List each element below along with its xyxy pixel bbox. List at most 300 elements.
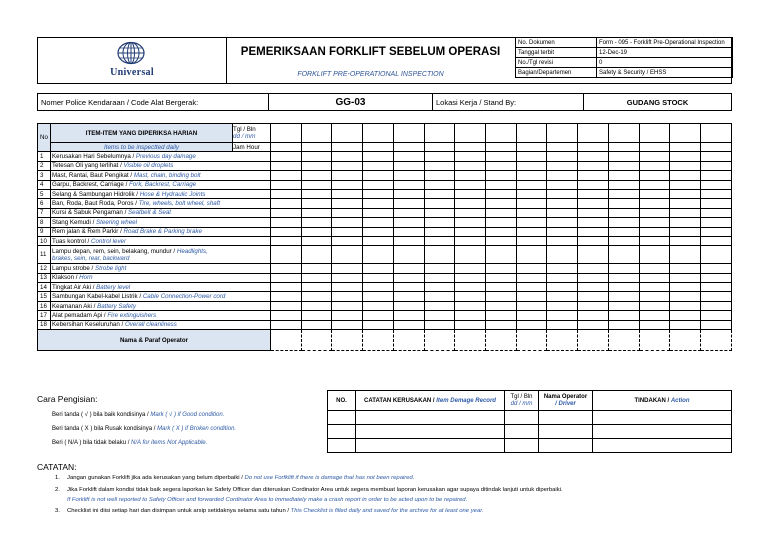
- check-cell[interactable]: [455, 236, 486, 245]
- check-cell[interactable]: [486, 273, 517, 282]
- check-cell[interactable]: [424, 208, 455, 217]
- check-cell[interactable]: [301, 283, 332, 292]
- check-cell[interactable]: [332, 199, 363, 208]
- day-column-header-cell[interactable]: [701, 143, 732, 152]
- check-cell[interactable]: [547, 180, 578, 189]
- check-cell[interactable]: [578, 264, 609, 273]
- damage-cell[interactable]: [328, 411, 356, 425]
- check-cell[interactable]: [701, 152, 732, 161]
- check-cell[interactable]: [455, 171, 486, 180]
- police-number-value[interactable]: GG-03: [269, 94, 433, 111]
- check-cell[interactable]: [393, 273, 424, 282]
- check-cell[interactable]: [271, 189, 302, 198]
- check-cell[interactable]: [578, 292, 609, 301]
- check-cell[interactable]: [608, 152, 639, 161]
- check-cell[interactable]: [271, 218, 302, 227]
- check-cell[interactable]: [670, 161, 701, 170]
- check-cell[interactable]: [516, 208, 547, 217]
- check-cell[interactable]: [393, 152, 424, 161]
- day-column-header-cell[interactable]: [455, 143, 486, 152]
- day-column-header-cell[interactable]: [701, 124, 732, 143]
- check-cell[interactable]: [455, 264, 486, 273]
- check-cell[interactable]: [578, 301, 609, 310]
- check-cell[interactable]: [608, 273, 639, 282]
- check-cell[interactable]: [332, 208, 363, 217]
- check-cell[interactable]: [486, 227, 517, 236]
- damage-cell[interactable]: [505, 425, 539, 439]
- check-cell[interactable]: [424, 320, 455, 329]
- day-column-header-cell[interactable]: [301, 124, 332, 143]
- check-cell[interactable]: [608, 189, 639, 198]
- check-cell[interactable]: [393, 264, 424, 273]
- check-cell[interactable]: [670, 199, 701, 208]
- check-cell[interactable]: [516, 171, 547, 180]
- check-cell[interactable]: [424, 199, 455, 208]
- check-cell[interactable]: [639, 283, 670, 292]
- check-cell[interactable]: [363, 208, 394, 217]
- check-cell[interactable]: [301, 320, 332, 329]
- check-cell[interactable]: [608, 171, 639, 180]
- check-cell[interactable]: [486, 189, 517, 198]
- check-cell[interactable]: [424, 161, 455, 170]
- check-cell[interactable]: [301, 311, 332, 320]
- day-column-header-cell[interactable]: [578, 143, 609, 152]
- check-cell[interactable]: [332, 171, 363, 180]
- check-cell[interactable]: [455, 189, 486, 198]
- day-column-header-cell[interactable]: [516, 143, 547, 152]
- day-column-header-cell[interactable]: [639, 143, 670, 152]
- check-cell[interactable]: [271, 236, 302, 245]
- check-cell[interactable]: [516, 218, 547, 227]
- check-cell[interactable]: [701, 208, 732, 217]
- check-cell[interactable]: [701, 264, 732, 273]
- check-cell[interactable]: [608, 208, 639, 217]
- check-cell[interactable]: [301, 273, 332, 282]
- check-cell[interactable]: [393, 311, 424, 320]
- check-cell[interactable]: [332, 292, 363, 301]
- check-cell[interactable]: [486, 161, 517, 170]
- check-cell[interactable]: [639, 208, 670, 217]
- day-column-header-cell[interactable]: [393, 143, 424, 152]
- check-cell[interactable]: [455, 180, 486, 189]
- check-cell[interactable]: [393, 171, 424, 180]
- day-column-header-cell[interactable]: [455, 124, 486, 143]
- check-cell[interactable]: [578, 246, 609, 264]
- check-cell[interactable]: [271, 273, 302, 282]
- check-cell[interactable]: [547, 161, 578, 170]
- check-cell[interactable]: [701, 218, 732, 227]
- check-cell[interactable]: [639, 301, 670, 310]
- check-cell[interactable]: [332, 161, 363, 170]
- check-cell[interactable]: [670, 208, 701, 217]
- check-cell[interactable]: [332, 301, 363, 310]
- check-cell[interactable]: [363, 283, 394, 292]
- day-column-header-cell[interactable]: [670, 143, 701, 152]
- check-cell[interactable]: [301, 208, 332, 217]
- check-cell[interactable]: [516, 246, 547, 264]
- check-cell[interactable]: [670, 218, 701, 227]
- check-cell[interactable]: [271, 301, 302, 310]
- damage-cell[interactable]: [593, 411, 732, 425]
- check-cell[interactable]: [332, 236, 363, 245]
- check-cell[interactable]: [301, 161, 332, 170]
- check-cell[interactable]: [455, 320, 486, 329]
- signature-cell[interactable]: [516, 330, 547, 351]
- check-cell[interactable]: [547, 171, 578, 180]
- check-cell[interactable]: [393, 320, 424, 329]
- check-cell[interactable]: [608, 246, 639, 264]
- check-cell[interactable]: [547, 246, 578, 264]
- check-cell[interactable]: [547, 283, 578, 292]
- check-cell[interactable]: [424, 264, 455, 273]
- day-column-header-cell[interactable]: [363, 124, 394, 143]
- day-column-header-cell[interactable]: [547, 124, 578, 143]
- damage-cell[interactable]: [505, 439, 539, 453]
- check-cell[interactable]: [393, 227, 424, 236]
- check-cell[interactable]: [547, 152, 578, 161]
- check-cell[interactable]: [516, 273, 547, 282]
- check-cell[interactable]: [363, 227, 394, 236]
- check-cell[interactable]: [486, 301, 517, 310]
- damage-cell[interactable]: [593, 425, 732, 439]
- check-cell[interactable]: [486, 218, 517, 227]
- damage-cell[interactable]: [328, 439, 356, 453]
- check-cell[interactable]: [332, 273, 363, 282]
- day-column-header-cell[interactable]: [393, 124, 424, 143]
- check-cell[interactable]: [455, 246, 486, 264]
- damage-cell[interactable]: [593, 439, 732, 453]
- check-cell[interactable]: [393, 218, 424, 227]
- check-cell[interactable]: [608, 264, 639, 273]
- damage-cell[interactable]: [356, 411, 505, 425]
- check-cell[interactable]: [301, 301, 332, 310]
- damage-cell[interactable]: [328, 425, 356, 439]
- check-cell[interactable]: [670, 180, 701, 189]
- check-cell[interactable]: [547, 273, 578, 282]
- signature-cell[interactable]: [393, 330, 424, 351]
- check-cell[interactable]: [516, 180, 547, 189]
- check-cell[interactable]: [455, 311, 486, 320]
- check-cell[interactable]: [701, 292, 732, 301]
- check-cell[interactable]: [547, 208, 578, 217]
- day-column-header-cell[interactable]: [639, 124, 670, 143]
- check-cell[interactable]: [701, 246, 732, 264]
- check-cell[interactable]: [455, 273, 486, 282]
- check-cell[interactable]: [701, 161, 732, 170]
- check-cell[interactable]: [332, 227, 363, 236]
- day-column-header-cell[interactable]: [424, 124, 455, 143]
- check-cell[interactable]: [701, 171, 732, 180]
- check-cell[interactable]: [455, 283, 486, 292]
- day-column-header-cell[interactable]: [608, 143, 639, 152]
- check-cell[interactable]: [701, 283, 732, 292]
- check-cell[interactable]: [639, 189, 670, 198]
- check-cell[interactable]: [301, 152, 332, 161]
- check-cell[interactable]: [608, 161, 639, 170]
- check-cell[interactable]: [701, 199, 732, 208]
- check-cell[interactable]: [578, 152, 609, 161]
- check-cell[interactable]: [701, 320, 732, 329]
- check-cell[interactable]: [701, 311, 732, 320]
- check-cell[interactable]: [424, 273, 455, 282]
- check-cell[interactable]: [455, 199, 486, 208]
- check-cell[interactable]: [486, 311, 517, 320]
- check-cell[interactable]: [332, 152, 363, 161]
- day-column-header-cell[interactable]: [578, 124, 609, 143]
- check-cell[interactable]: [486, 171, 517, 180]
- check-cell[interactable]: [363, 189, 394, 198]
- check-cell[interactable]: [455, 227, 486, 236]
- check-cell[interactable]: [271, 208, 302, 217]
- check-cell[interactable]: [578, 218, 609, 227]
- check-cell[interactable]: [393, 246, 424, 264]
- check-cell[interactable]: [639, 199, 670, 208]
- check-cell[interactable]: [701, 227, 732, 236]
- signature-cell[interactable]: [608, 330, 639, 351]
- check-cell[interactable]: [332, 320, 363, 329]
- check-cell[interactable]: [639, 311, 670, 320]
- check-cell[interactable]: [486, 208, 517, 217]
- check-cell[interactable]: [301, 264, 332, 273]
- check-cell[interactable]: [486, 283, 517, 292]
- check-cell[interactable]: [608, 311, 639, 320]
- check-cell[interactable]: [670, 292, 701, 301]
- check-cell[interactable]: [424, 301, 455, 310]
- check-cell[interactable]: [547, 292, 578, 301]
- damage-cell[interactable]: [356, 425, 505, 439]
- signature-cell[interactable]: [424, 330, 455, 351]
- check-cell[interactable]: [271, 161, 302, 170]
- check-cell[interactable]: [301, 292, 332, 301]
- day-column-header-cell[interactable]: [547, 143, 578, 152]
- check-cell[interactable]: [393, 180, 424, 189]
- check-cell[interactable]: [578, 227, 609, 236]
- check-cell[interactable]: [639, 218, 670, 227]
- check-cell[interactable]: [608, 180, 639, 189]
- check-cell[interactable]: [516, 283, 547, 292]
- check-cell[interactable]: [332, 218, 363, 227]
- check-cell[interactable]: [578, 189, 609, 198]
- check-cell[interactable]: [608, 320, 639, 329]
- check-cell[interactable]: [301, 218, 332, 227]
- check-cell[interactable]: [516, 199, 547, 208]
- check-cell[interactable]: [424, 246, 455, 264]
- check-cell[interactable]: [332, 311, 363, 320]
- check-cell[interactable]: [608, 236, 639, 245]
- check-cell[interactable]: [301, 236, 332, 245]
- check-cell[interactable]: [271, 227, 302, 236]
- check-cell[interactable]: [393, 283, 424, 292]
- check-cell[interactable]: [393, 161, 424, 170]
- check-cell[interactable]: [363, 152, 394, 161]
- check-cell[interactable]: [578, 311, 609, 320]
- check-cell[interactable]: [578, 273, 609, 282]
- check-cell[interactable]: [271, 283, 302, 292]
- day-column-header-cell[interactable]: [424, 143, 455, 152]
- check-cell[interactable]: [424, 152, 455, 161]
- check-cell[interactable]: [486, 292, 517, 301]
- check-cell[interactable]: [639, 246, 670, 264]
- damage-cell[interactable]: [539, 439, 593, 453]
- check-cell[interactable]: [393, 292, 424, 301]
- check-cell[interactable]: [301, 171, 332, 180]
- check-cell[interactable]: [363, 236, 394, 245]
- day-column-header-cell[interactable]: [670, 124, 701, 143]
- check-cell[interactable]: [701, 189, 732, 198]
- check-cell[interactable]: [455, 208, 486, 217]
- day-column-header-cell[interactable]: [516, 124, 547, 143]
- signature-cell[interactable]: [547, 330, 578, 351]
- check-cell[interactable]: [301, 227, 332, 236]
- check-cell[interactable]: [578, 283, 609, 292]
- check-cell[interactable]: [271, 180, 302, 189]
- check-cell[interactable]: [516, 311, 547, 320]
- check-cell[interactable]: [547, 301, 578, 310]
- day-column-header-cell[interactable]: [363, 143, 394, 152]
- check-cell[interactable]: [363, 199, 394, 208]
- check-cell[interactable]: [516, 236, 547, 245]
- check-cell[interactable]: [701, 236, 732, 245]
- check-cell[interactable]: [271, 246, 302, 264]
- check-cell[interactable]: [486, 180, 517, 189]
- check-cell[interactable]: [547, 236, 578, 245]
- check-cell[interactable]: [332, 180, 363, 189]
- damage-cell[interactable]: [539, 411, 593, 425]
- check-cell[interactable]: [670, 320, 701, 329]
- check-cell[interactable]: [578, 320, 609, 329]
- check-cell[interactable]: [516, 301, 547, 310]
- signature-cell[interactable]: [363, 330, 394, 351]
- check-cell[interactable]: [486, 264, 517, 273]
- check-cell[interactable]: [455, 218, 486, 227]
- check-cell[interactable]: [393, 199, 424, 208]
- check-cell[interactable]: [608, 283, 639, 292]
- check-cell[interactable]: [547, 227, 578, 236]
- check-cell[interactable]: [516, 227, 547, 236]
- check-cell[interactable]: [516, 320, 547, 329]
- check-cell[interactable]: [363, 180, 394, 189]
- check-cell[interactable]: [332, 189, 363, 198]
- check-cell[interactable]: [516, 161, 547, 170]
- day-column-header-cell[interactable]: [486, 143, 517, 152]
- check-cell[interactable]: [670, 273, 701, 282]
- check-cell[interactable]: [670, 171, 701, 180]
- check-cell[interactable]: [701, 180, 732, 189]
- check-cell[interactable]: [639, 320, 670, 329]
- check-cell[interactable]: [393, 189, 424, 198]
- check-cell[interactable]: [547, 264, 578, 273]
- check-cell[interactable]: [271, 292, 302, 301]
- check-cell[interactable]: [639, 161, 670, 170]
- damage-cell[interactable]: [356, 439, 505, 453]
- check-cell[interactable]: [578, 180, 609, 189]
- check-cell[interactable]: [639, 227, 670, 236]
- check-cell[interactable]: [424, 180, 455, 189]
- check-cell[interactable]: [639, 171, 670, 180]
- check-cell[interactable]: [547, 199, 578, 208]
- check-cell[interactable]: [639, 236, 670, 245]
- check-cell[interactable]: [363, 320, 394, 329]
- check-cell[interactable]: [424, 283, 455, 292]
- check-cell[interactable]: [608, 301, 639, 310]
- check-cell[interactable]: [516, 292, 547, 301]
- check-cell[interactable]: [424, 311, 455, 320]
- check-cell[interactable]: [332, 283, 363, 292]
- check-cell[interactable]: [455, 292, 486, 301]
- day-column-header-cell[interactable]: [608, 124, 639, 143]
- check-cell[interactable]: [547, 311, 578, 320]
- check-cell[interactable]: [670, 152, 701, 161]
- day-column-header-cell[interactable]: [332, 143, 363, 152]
- check-cell[interactable]: [639, 292, 670, 301]
- check-cell[interactable]: [424, 189, 455, 198]
- check-cell[interactable]: [393, 236, 424, 245]
- check-cell[interactable]: [363, 264, 394, 273]
- check-cell[interactable]: [486, 199, 517, 208]
- check-cell[interactable]: [701, 273, 732, 282]
- check-cell[interactable]: [578, 199, 609, 208]
- check-cell[interactable]: [608, 199, 639, 208]
- signature-cell[interactable]: [486, 330, 517, 351]
- check-cell[interactable]: [578, 208, 609, 217]
- check-cell[interactable]: [578, 236, 609, 245]
- check-cell[interactable]: [701, 301, 732, 310]
- check-cell[interactable]: [332, 264, 363, 273]
- day-column-header-cell[interactable]: [301, 143, 332, 152]
- check-cell[interactable]: [608, 218, 639, 227]
- check-cell[interactable]: [455, 161, 486, 170]
- check-cell[interactable]: [670, 246, 701, 264]
- check-cell[interactable]: [301, 199, 332, 208]
- check-cell[interactable]: [670, 227, 701, 236]
- check-cell[interactable]: [547, 189, 578, 198]
- damage-cell[interactable]: [505, 411, 539, 425]
- check-cell[interactable]: [271, 171, 302, 180]
- check-cell[interactable]: [486, 236, 517, 245]
- day-column-header-cell[interactable]: [271, 143, 302, 152]
- check-cell[interactable]: [670, 189, 701, 198]
- day-column-header-cell[interactable]: [271, 124, 302, 143]
- check-cell[interactable]: [639, 264, 670, 273]
- check-cell[interactable]: [424, 292, 455, 301]
- signature-cell[interactable]: [701, 330, 732, 351]
- check-cell[interactable]: [486, 152, 517, 161]
- check-cell[interactable]: [455, 152, 486, 161]
- day-column-header-cell[interactable]: [332, 124, 363, 143]
- check-cell[interactable]: [363, 246, 394, 264]
- check-cell[interactable]: [639, 273, 670, 282]
- check-cell[interactable]: [516, 152, 547, 161]
- check-cell[interactable]: [271, 320, 302, 329]
- check-cell[interactable]: [547, 218, 578, 227]
- signature-cell[interactable]: [455, 330, 486, 351]
- check-cell[interactable]: [393, 208, 424, 217]
- day-column-header-cell[interactable]: [486, 124, 517, 143]
- check-cell[interactable]: [639, 152, 670, 161]
- check-cell[interactable]: [363, 292, 394, 301]
- check-cell[interactable]: [486, 246, 517, 264]
- signature-cell[interactable]: [271, 330, 302, 351]
- check-cell[interactable]: [670, 311, 701, 320]
- check-cell[interactable]: [424, 227, 455, 236]
- check-cell[interactable]: [486, 320, 517, 329]
- check-cell[interactable]: [608, 227, 639, 236]
- check-cell[interactable]: [670, 283, 701, 292]
- signature-cell[interactable]: [670, 330, 701, 351]
- check-cell[interactable]: [271, 152, 302, 161]
- check-cell[interactable]: [301, 246, 332, 264]
- check-cell[interactable]: [363, 273, 394, 282]
